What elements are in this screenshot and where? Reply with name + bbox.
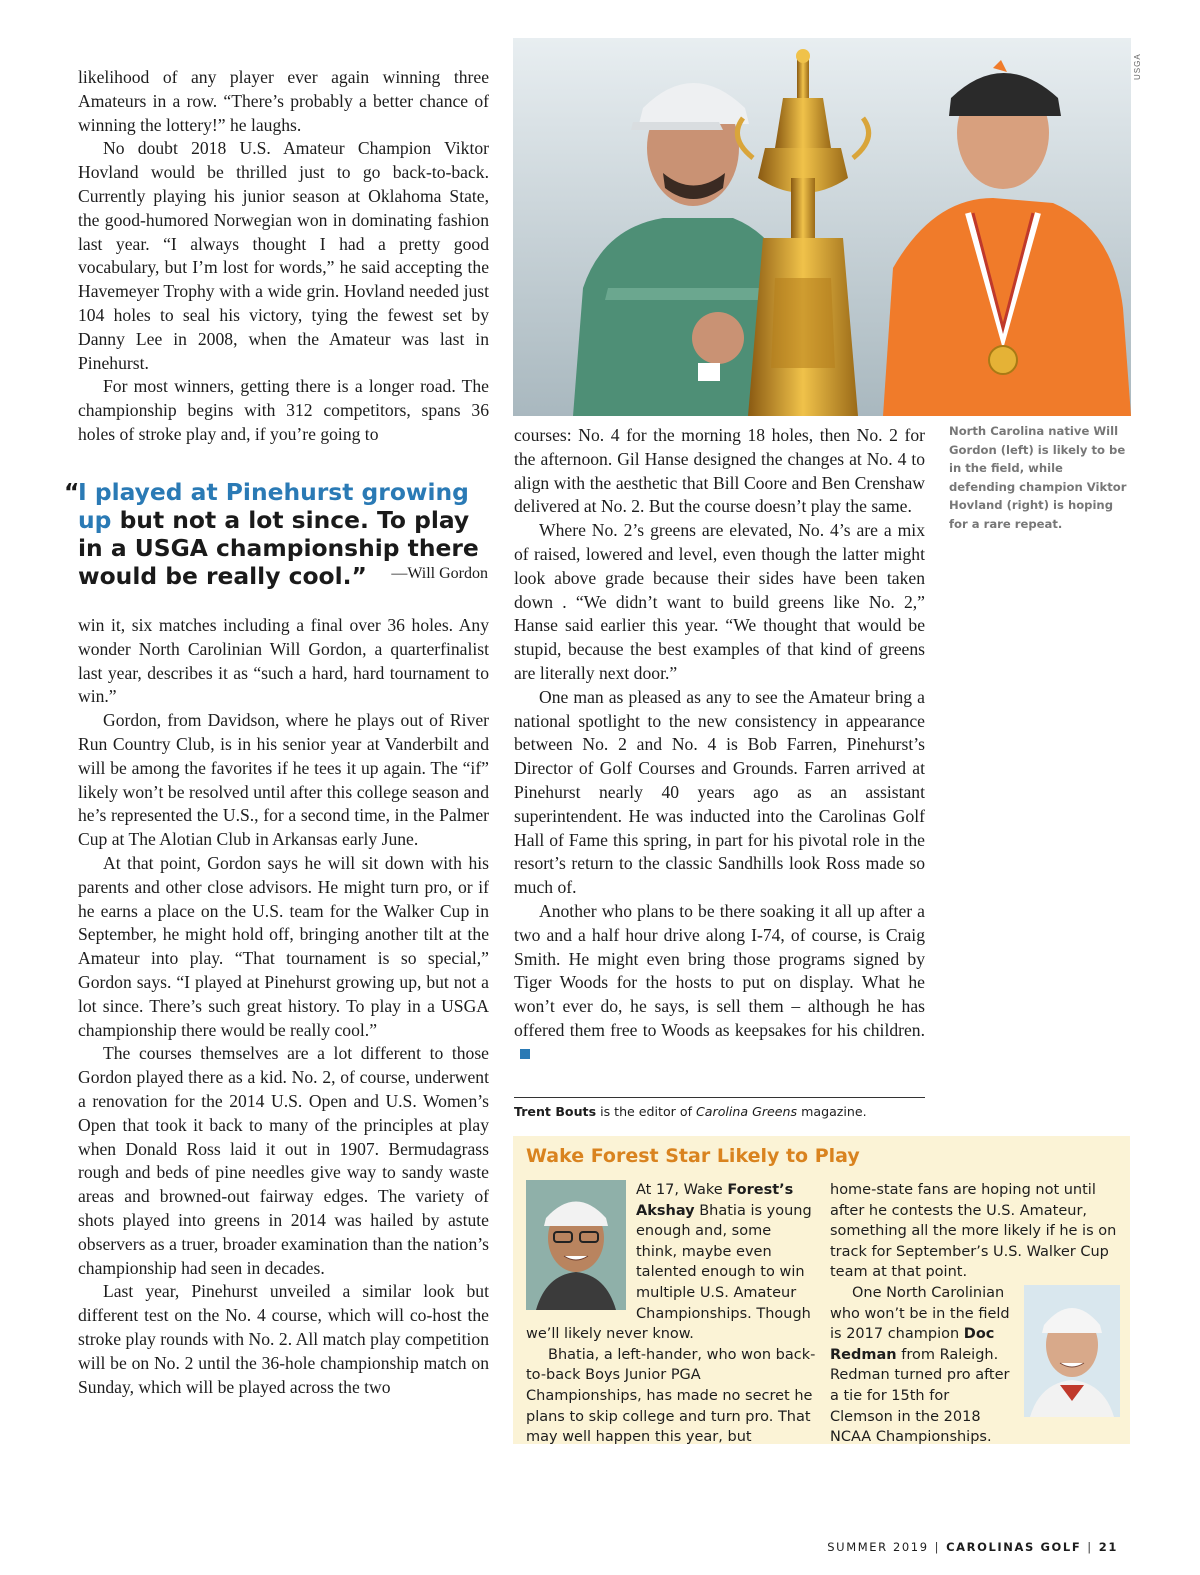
- sidebar-paragraph: One North Carolinian who won’t be in the field is 2017 champion Doc Redman from Raleigh. Redman turned pro after a tie for 15th for Clemson in the 2018 NCAA Championships.: [830, 1284, 1010, 1446]
- article-column-1-top: [78, 66, 489, 447]
- pull-quote-open-mark: “: [64, 478, 80, 506]
- sidebar-left-column: [526, 1180, 816, 1448]
- photo-caption: North Carolina native Will Gordon (left) is likely to be in the field, while defending champion Viktor Hovland (right) is hoping for a rare repeat.: [949, 424, 1127, 531]
- issue-season: SUMMER 2019: [827, 1540, 929, 1554]
- end-mark-icon: [520, 1049, 530, 1059]
- byline-text-end: magazine.: [797, 1104, 867, 1119]
- page-footer: SUMMER 2019 | CAROLINAS GOLF | 21: [827, 1540, 1118, 1554]
- trophy-photo: [513, 38, 1131, 416]
- pull-quote-attribution: —Will Gordon: [391, 565, 488, 582]
- sidebar-box: [513, 1136, 1130, 1444]
- sidebar-paragraph: home-state fans are hoping not until after he contests the U.S. Amateur, something all the more likely if he is on track for September’s U.S. Walker Cup team at that point.: [830, 1182, 1117, 1281]
- paragraph-text: Another who plans to be there soaking it all up after a two and a half hour drive along I-74, of course, is Craig Smith. He might even bring those programs signed by Tiger Woods for the hosts to put on display. What he won’t ever do, he says, is sell them – although he has offered them free to Woods as keepsakes for his children.: [514, 900, 925, 1040]
- sidebar-title: Wake Forest Star Likely to Play: [526, 1145, 860, 1167]
- article-column-2: [514, 424, 925, 1067]
- paragraph: At that point, Gordon says he will sit down with his parents and other close advisors. He might turn pro, or if he earns a place on the U.S. team for the Walker Cup in September, he might hold off, bringing another tilt at the Amateur into play. “That tournament is so special,” Gordon says. “I played at Pinehurst growing up, but not a lot since. There’s such great history. To play in a USGA championship there would be really cool.”: [78, 852, 489, 1040]
- paragraph: For most winners, getting there is a longer road. The championship begins with 312 competitors, spans 36 holes of stroke play and, if you’re going to: [78, 376, 489, 444]
- sidebar-paragraph: At 17, Wake Forest’s Akshay Bhatia is young enough and, some think, maybe even talented enough to win multiple U.S. Amateur Championships. Though we’ll likely never know.: [526, 1182, 812, 1343]
- photo-credit: USGA: [1133, 53, 1142, 80]
- paragraph: Last year, Pinehurst unveiled a similar look but different test on the No. 4 course, which will co-host the stroke play rounds with No. 2. All match play competition will be on No. 2 until the 36-hole championship match on Sunday, which will be played across the two: [78, 1281, 489, 1397]
- paragraph: No doubt 2018 U.S. Amateur Champion Viktor Hovland would be thrilled just to go back-to-back. Currently playing his junior season at Oklahoma State, the good-humored Norwegian won in dominating fashion last year. “I always thought I had a pretty good vocabulary, but I’m lost for words,” he said accepting the Havemeyer Trophy with a wide grin. Hovland needed just 104 holes to seal his victory, tying the fewest set by Danny Lee in 2008, when the Amateur was last in Pinehurst.: [78, 138, 489, 373]
- player-name: Forest’s Akshay: [636, 1182, 794, 1219]
- pull-quote: [64, 478, 492, 590]
- pull-quote-lead: I played at Pinehurst growing up: [78, 478, 469, 534]
- publication-name: Carolina Greens: [696, 1104, 798, 1119]
- paragraph: The courses themselves are a lot different to those Gordon played there as a kid. No. 2, of course, underwent a renovation for the 2014 U.S. Open and U.S. Women’s Open that took it back to many of the principles at play when Donald Ross laid it out in 1907. Bermudagrass rough and beds of pine needles give way to sandy waste areas and browned-out fairway edges. The variety of shots played into greens in 2014 was hailed by astute observers as a truer, broader examination than the nation’s championship had seen in decades.: [78, 1043, 489, 1278]
- player-name: Doc Redman: [830, 1326, 995, 1363]
- byline-divider: [514, 1097, 925, 1098]
- magazine-name: CAROLINAS GOLF: [946, 1540, 1082, 1554]
- paragraph: courses: No. 4 for the morning 18 holes, then No. 2 for the afternoon. Gil Hanse designed the changes at No. 4 to align with the aesthetic that Bill Coore and Ben Crenshaw delivered at No. 2. But the course doesn’t play the same.: [514, 425, 925, 517]
- sidebar-paragraph: Bhatia, a left-hander, who won back-to-back Boys Junior PGA Championships, has made no secret he plans to skip college and turn pro. That may well happen this year, but: [526, 1346, 816, 1446]
- page-number: 21: [1098, 1540, 1118, 1554]
- author-byline: [514, 1104, 934, 1119]
- trophy-photo-illustration: [513, 38, 1131, 416]
- paragraph: One man as pleased as any to see the Amateur bring a national spotlight to the new consistency in appearance between No. 2 and No. 4 is Bob Farren, Pinehurst’s Director of Golf Courses and Grounds. Farren arrived at Pinehurst nearly 40 years ago as an assistant superintendent. He was inducted into the Carolinas Golf Hall of Fame this spring, in part for his pivotal role in the resort’s return to the classic Sandhills look Ross made so much of.: [514, 686, 925, 898]
- sidebar-right-column: [830, 1180, 1120, 1448]
- article-column-1-bottom: [78, 614, 489, 1399]
- paragraph-with-endmark: [514, 900, 925, 1067]
- paragraph: Where No. 2’s greens are elevated, No. 4’s are a mix of raised, lowered and level, even though the latter might look above grade because their sides have been taken down . “We didn’t want to build greens like No. 2,” Hanse said earlier this year. “We thought that would be stupid, because the best examples of that kind of greens are literally next door.”: [514, 520, 925, 683]
- pull-quote-text: but not a lot since. To play in a USGA championship there would be really cool.”: [78, 506, 479, 590]
- paragraph: Gordon, from Davidson, where he plays out of River Run Country Club, is in his senior year at Vanderbilt and will be among the favorites if he tees it up again. The “if” likely won’t be resolved until after this college season and he’s represented the U.S., for a second time, in the Palmer Cup at The Alotian Club in Arkansas early June.: [78, 710, 489, 850]
- paragraph: win it, six matches including a final over 36 holes. Any wonder North Carolinian Will Gordon, a quarterfinalist last year, describes it as “such a hard, hard tournament to win.”: [78, 615, 489, 707]
- paragraph: likelihood of any player ever again winning three Amateurs in a row. “There’s probably a better chance of winning the lottery!” he laughs.: [78, 67, 489, 135]
- doc-redman-photo: [1024, 1285, 1120, 1417]
- byline-text: is the editor of: [596, 1104, 697, 1119]
- author-name: Trent Bouts: [514, 1104, 597, 1119]
- akshay-bhatia-photo: [526, 1180, 626, 1310]
